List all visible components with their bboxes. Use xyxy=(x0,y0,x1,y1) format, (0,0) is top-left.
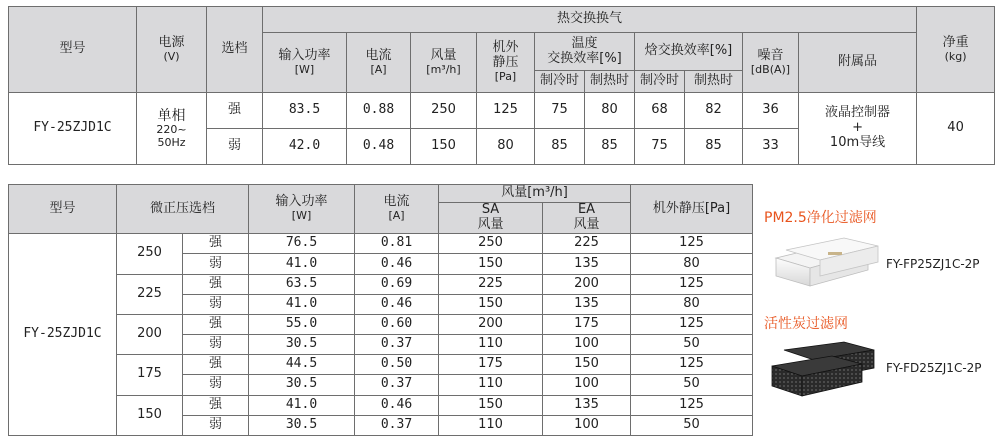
static-cell: 125 xyxy=(631,355,753,375)
current-cell: 0.37 xyxy=(355,415,439,435)
header-weight-label: 净重 xyxy=(942,34,969,50)
frequency-text: 50Hz xyxy=(157,135,186,149)
pm25-filter-title: PM2.5净化过滤网 xyxy=(764,210,877,226)
sa-cell: 175 xyxy=(439,355,543,375)
table-row xyxy=(9,395,753,415)
header-static-pressure: 机外静压[Pa] xyxy=(631,185,753,234)
temp-heat-cell: 85 xyxy=(585,129,635,165)
static-cell: 125 xyxy=(631,395,753,415)
static-cell: 80 xyxy=(477,129,535,165)
level-cell: 150 xyxy=(117,395,183,435)
header-current-label: 电流 xyxy=(383,194,410,210)
level-cell: 225 xyxy=(117,274,183,314)
header-power-supply xyxy=(137,7,207,93)
sa-cell: 110 xyxy=(439,415,543,435)
gear-cell: 强 xyxy=(183,395,249,415)
table-row xyxy=(9,274,753,294)
black-carbon-filter-image xyxy=(770,340,882,400)
header-static-label-1: 机外 xyxy=(492,40,519,56)
static-cell: 125 xyxy=(631,234,753,254)
header-airflow-label: 风量 xyxy=(430,47,457,63)
header-input-power xyxy=(263,33,347,93)
header-heat-exchange: 热交换换气 xyxy=(263,7,917,33)
table-row xyxy=(9,355,753,375)
static-cell: 80 xyxy=(631,254,753,274)
current-cell: 0.46 xyxy=(355,294,439,314)
power-cell: 30.5 xyxy=(249,415,355,435)
current-cell: 0.50 xyxy=(355,355,439,375)
header-accessory: 附属品 xyxy=(799,33,917,93)
gear-cell: 弱 xyxy=(183,254,249,274)
static-cell: 50 xyxy=(631,415,753,435)
sa-cell: 250 xyxy=(439,234,543,254)
enth-heat-cell: 82 xyxy=(685,93,743,129)
ea-cell: 135 xyxy=(543,254,631,274)
enth-heat-cell: 85 xyxy=(685,129,743,165)
header-gear: 选档 xyxy=(207,7,263,93)
static-cell: 125 xyxy=(477,93,535,129)
power-cell: 83.5 xyxy=(263,93,347,129)
header-sa-label: SA xyxy=(481,202,500,218)
gear-cell: 强 xyxy=(183,234,249,254)
header-noise xyxy=(743,33,799,93)
power-cell: 30.5 xyxy=(249,375,355,395)
temp-cool-cell: 75 xyxy=(535,93,585,129)
airflow-cell: 250 xyxy=(411,93,477,129)
level-cell: 250 xyxy=(117,234,183,274)
static-cell: 125 xyxy=(631,274,753,294)
current-cell: 0.37 xyxy=(355,375,439,395)
static-cell: 50 xyxy=(631,375,753,395)
current-cell: 0.60 xyxy=(355,314,439,334)
sa-cell: 150 xyxy=(439,254,543,274)
header-airflow: 风量[m³/h] xyxy=(439,185,631,203)
weight-cell: 40 xyxy=(917,93,995,165)
header-current xyxy=(347,33,411,93)
gear-cell: 弱 xyxy=(183,294,249,314)
header-current-label: 电流 xyxy=(365,47,392,63)
ea-cell: 200 xyxy=(543,274,631,294)
header-enth-cool: 制冷时 xyxy=(635,71,685,93)
header-ea-label: EA xyxy=(577,202,596,218)
static-cell: 80 xyxy=(631,294,753,314)
power-cell: 63.5 xyxy=(249,274,355,294)
header-airflow xyxy=(411,33,477,93)
model-cell: FY-25ZJD1C xyxy=(9,93,137,165)
sa-cell: 150 xyxy=(439,294,543,314)
sa-cell: 110 xyxy=(439,335,543,355)
current-cell: 0.69 xyxy=(355,274,439,294)
enth-cool-cell: 68 xyxy=(635,93,685,129)
voltage-text: 220~ xyxy=(156,122,187,136)
header-temp-cool: 制冷时 xyxy=(535,71,585,93)
header-power-unit: (V) xyxy=(163,49,180,63)
static-cell: 50 xyxy=(631,335,753,355)
header-input-power-unit: [W] xyxy=(294,62,315,76)
header-weight xyxy=(917,7,995,93)
white-filter-image xyxy=(772,236,882,292)
accessory-cell xyxy=(799,93,917,165)
level-cell: 200 xyxy=(117,314,183,354)
accessory-plus: + xyxy=(852,120,863,136)
power-cell: 55.0 xyxy=(249,314,355,334)
model-cell: FY-25ZJD1C xyxy=(9,234,117,436)
header-temp-label-2: 交换效率[%] xyxy=(547,50,622,66)
ea-cell: 100 xyxy=(543,375,631,395)
gear-cell: 强 xyxy=(207,93,263,129)
accessory-wire: 10m导线 xyxy=(829,134,886,150)
header-ea-airflow xyxy=(543,203,631,234)
ea-cell: 225 xyxy=(543,234,631,254)
header-enthalpy-efficiency: 焓交换效率[%] xyxy=(635,33,743,71)
header-noise-unit: [dB(A)] xyxy=(750,62,791,76)
power-cell: 41.0 xyxy=(249,294,355,314)
accessory-controller: 液晶控制器 xyxy=(825,105,891,121)
header-airflow-unit: [m³/h] xyxy=(426,62,461,76)
spec-table-heat-exchange xyxy=(8,6,995,165)
spec-table-micro-positive-pressure xyxy=(8,184,753,436)
header-input-power-unit: [W] xyxy=(291,209,312,223)
current-cell: 0.37 xyxy=(355,335,439,355)
header-current-unit: [A] xyxy=(388,209,405,223)
gear-cell: 弱 xyxy=(183,335,249,355)
gear-cell: 强 xyxy=(183,355,249,375)
header-enth-heat: 制热时 xyxy=(685,71,743,93)
current-cell: 0.46 xyxy=(355,395,439,415)
sa-cell: 225 xyxy=(439,274,543,294)
current-cell: 0.46 xyxy=(355,254,439,274)
pm25-filter-code: FY-FP25ZJ1C-2P xyxy=(886,257,980,271)
phase-text: 单相 xyxy=(157,107,186,124)
sa-cell: 200 xyxy=(439,314,543,334)
gear-cell: 强 xyxy=(183,314,249,334)
power-cell: 41.0 xyxy=(249,395,355,415)
temp-cool-cell: 85 xyxy=(535,129,585,165)
ea-cell: 100 xyxy=(543,415,631,435)
noise-cell: 33 xyxy=(743,129,799,165)
table-row xyxy=(9,93,995,129)
temp-heat-cell: 80 xyxy=(585,93,635,129)
header-current xyxy=(355,185,439,234)
static-cell: 125 xyxy=(631,314,753,334)
gear-cell: 弱 xyxy=(207,129,263,165)
header-static-unit: [Pa] xyxy=(494,70,517,84)
power-cell: 42.0 xyxy=(263,129,347,165)
header-input-power xyxy=(249,185,355,234)
current-cell: 0.81 xyxy=(355,234,439,254)
carbon-filter-title: 活性炭过滤网 xyxy=(764,316,848,332)
header-input-power-label: 输入功率 xyxy=(275,194,328,210)
header-ea-sub: 风量 xyxy=(573,217,600,233)
carbon-filter-code: FY-FD25ZJ1C-2P xyxy=(886,361,982,375)
airflow-cell: 150 xyxy=(411,129,477,165)
header-temp-heat: 制热时 xyxy=(585,71,635,93)
header-current-unit: [A] xyxy=(370,62,387,76)
gear-cell: 强 xyxy=(183,274,249,294)
table-row xyxy=(9,234,753,254)
header-sa-sub: 风量 xyxy=(477,217,504,233)
sa-cell: 150 xyxy=(439,395,543,415)
current-cell: 0.48 xyxy=(347,129,411,165)
power-cell: 41.0 xyxy=(249,254,355,274)
header-model: 型号 xyxy=(9,7,137,93)
ea-cell: 175 xyxy=(543,314,631,334)
header-input-power-label: 输入功率 xyxy=(278,47,331,63)
noise-cell: 36 xyxy=(743,93,799,129)
header-model: 型号 xyxy=(9,185,117,234)
header-micro-pressure-gear: 微正压选档 xyxy=(117,185,249,234)
header-static-label-2: 静压 xyxy=(492,55,519,71)
header-temp-efficiency xyxy=(535,33,635,71)
header-temp-label-1: 温度 xyxy=(571,35,598,51)
sa-cell: 110 xyxy=(439,375,543,395)
current-cell: 0.88 xyxy=(347,93,411,129)
header-sa-airflow xyxy=(439,203,543,234)
header-power-label: 电源 xyxy=(158,34,185,50)
header-weight-unit: (kg) xyxy=(944,49,967,63)
ea-cell: 135 xyxy=(543,294,631,314)
level-cell: 175 xyxy=(117,355,183,395)
power-cell: 76.5 xyxy=(249,234,355,254)
gear-cell: 弱 xyxy=(183,375,249,395)
table-row xyxy=(9,314,753,334)
ea-cell: 100 xyxy=(543,335,631,355)
enth-cool-cell: 75 xyxy=(635,129,685,165)
header-noise-label: 噪音 xyxy=(757,47,784,63)
header-static-pressure xyxy=(477,33,535,93)
power-cell: 44.5 xyxy=(249,355,355,375)
ea-cell: 150 xyxy=(543,355,631,375)
gear-cell: 弱 xyxy=(183,415,249,435)
power-cell: 30.5 xyxy=(249,335,355,355)
ea-cell: 135 xyxy=(543,395,631,415)
power-supply-cell xyxy=(137,93,207,165)
